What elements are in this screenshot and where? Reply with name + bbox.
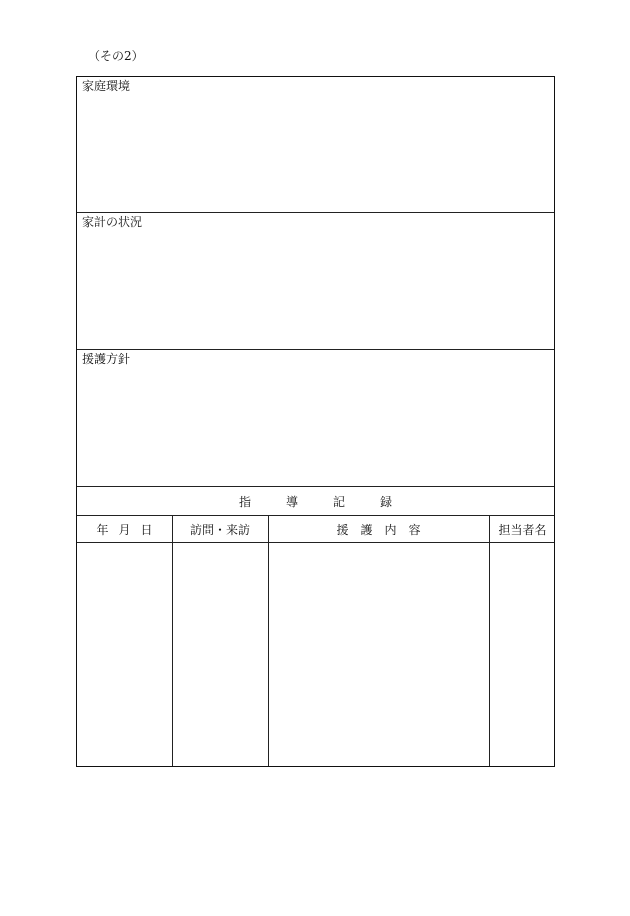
visit-type-column-label: 訪問・来訪 (189, 522, 250, 537)
record-table-body[interactable] (77, 543, 554, 766)
support-policy-label: 援護方針 (82, 352, 131, 366)
guidance-record-title: 指導記録 (238, 494, 427, 509)
page-label: （その2） (88, 49, 144, 63)
column-divider (489, 516, 490, 766)
record-table-header (77, 516, 554, 543)
content-column-header (268, 516, 489, 542)
content-column-label: 援護内容 (336, 522, 433, 537)
visit-type-column-header (172, 516, 268, 542)
household-finance-label: 家計の状況 (82, 215, 143, 229)
guidance-record-title-row (77, 487, 554, 516)
home-environment-label: 家庭環境 (82, 79, 131, 93)
column-divider (268, 516, 269, 766)
household-finance-section[interactable] (77, 213, 554, 350)
support-policy-section[interactable] (77, 350, 554, 487)
column-divider (172, 516, 173, 766)
date-column-header (77, 516, 172, 542)
staff-column-header (489, 516, 556, 542)
case-record-form (76, 76, 555, 767)
home-environment-section[interactable] (77, 77, 554, 213)
date-column-label: 年月日 (96, 522, 163, 537)
staff-column-label: 担当者名 (498, 522, 547, 537)
